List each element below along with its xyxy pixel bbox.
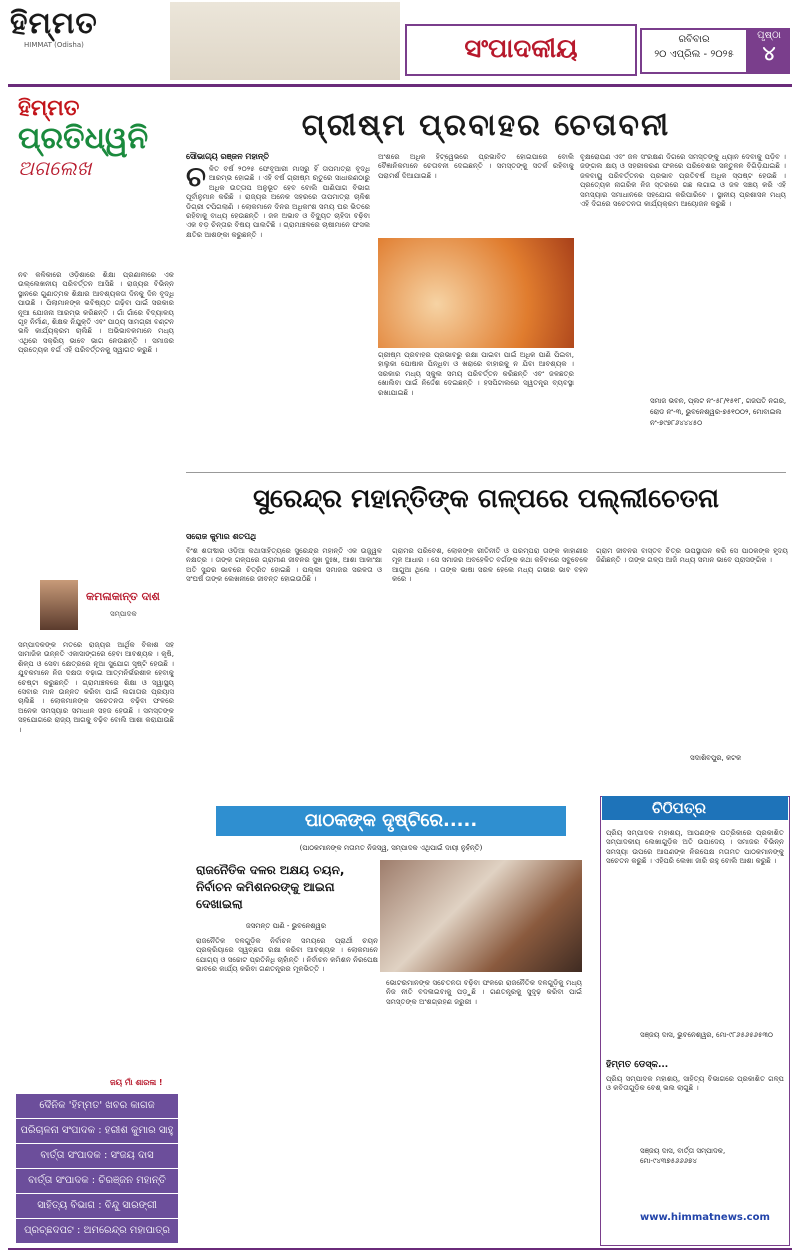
readers-view-banner: ପାଠକଙ୍କ ଦୃଷ୍ଟିରେ..... (216, 806, 566, 836)
section-rule (186, 472, 786, 473)
date-box (640, 28, 748, 74)
author-name: କମଳାକାନ୍ତ ଦାଶ (86, 590, 160, 603)
banner-pratidhwani: ପ୍ରତିଧ୍ୱନି (18, 121, 149, 156)
readers-view-byline: ଜସମନ୍ତ ପାଣି - ଭୁବନେଶ୍ୱର (245, 922, 327, 930)
page-number: ୪ (762, 41, 776, 65)
article-1-byline: ସୌଭାଗ୍ୟ ରଞ୍ଜନ ମହାନ୍ତି (186, 152, 270, 161)
article-1-column-2b: ଗ୍ରୀଷ୍ମ ପ୍ରବାହର ପ୍ରଭାବରୁ ରକ୍ଷା ପାଇବା ପାଇଁ ଅଧିକ ପାଣି ପିଇବା, ହାଲୁକା ପୋଷାକ ପିନ୍ଧିବା ଓ ଖରାରେ ବାହାରକୁ ନ ଯିବା ଆବଶ୍ୟକ । ସରକାର ମଧ୍ୟ ସ୍କୁଲ ସମୟ ପରିବର୍ତ୍ତନ କରିଛନ୍ତି ଏବଂ ଜଳଛତ୍ର ଖୋଲିବା ପାଇଁ ନିର୍ଦ୍ଦେଶ ଦେଇଛନ୍ତି । ହସପିଟାଲରେ ସ୍ୱତନ୍ତ୍ର ବ୍ୟବସ୍ଥା ରଖାଯାଇଛି । (378, 350, 574, 397)
logo-subtitle: HIMMAT (Odisha) (24, 41, 84, 49)
article-1-col-1-text: ଳିତ ବର୍ଷ ୨୦୨୫ ଫେବୃଆରୀ ମାସରୁ ହିଁ ତାପମାତ୍ରା ବୃଦ୍ଧି ଆରମ୍ଭ ହୋଇଛି । ଏହି ବର୍ଷ ଗ୍ରୀଷ୍ମ ଋତୁରେ ସାଧାରଣଠାରୁ ଅଧିକ ଉତ୍ତାପ ଅନୁଭୂତ ହେବ ବୋଲି ପାଣିପାଗ ବିଭାଗ ପୂର୍ବାନୁମାନ କରିଛି । ରାଜ୍ୟର ଅନେକ ସହରରେ ତାପମାତ୍ରା ଚାଳିଶ ଡିଗ୍ରୀ ଟପିଗଲାଣି । ଲୋକମାନେ ଦିନର ଅଧିକାଂଶ ସମୟ ଘର ଭିତରେ ରହିବାକୁ ବାଧ୍ୟ ହେଉଛନ୍ତି । ଜଳ ଅଭାବ ଓ ବିଦ୍ୟୁତ ଚାହିଦା ବଢ଼ିବା ଏକ ବଡ଼ ଚିନ୍ତାର ବିଷୟ ପାଲଟିଛି । ଗ୍ରାମାଞ୍ଚଳରେ ଚାଷୀମାନେ ଫସଲ କ୍ଷତିର ଆଶଙ୍କା କରୁଛନ୍ତି । (186, 164, 370, 239)
letters-banner: ଚିଠିପତ୍ର (602, 796, 788, 820)
credit-line: ସାହିତ୍ୟ ବିଭାଗ : ବିନ୍ଦୁ ସାରଙ୍ଗୀ (16, 1194, 178, 1219)
readers-view-note: (ପାଠକମାନଙ୍କ ମତାମତ ନିଜସ୍ୱ, ସମ୍ପାଦକ ଏଥିପାଇଁ ଦାୟୀ ନୁହଁନ୍ତି) (299, 844, 483, 852)
website-link[interactable]: www.himmatnews.com (640, 1212, 770, 1223)
lead-editorial-text: ନବ କଳିକାରେ ଓଡ଼ିଶାରେ ଶିକ୍ଷା ପ୍ରଣାଳୀରେ ଏକ ଉଲ୍ଲେଖନୀୟ ପରିବର୍ତ୍ତନ ଆସିଛି । ରାଜ୍ୟର ବିଭିନ୍ନ ସ୍ଥାନରେ ଗୁଣାତ୍ମକ ଶିକ୍ଷାର ଆବଶ୍ୟକତା ଦିନକୁ ଦିନ ବୃଦ୍ଧି ପାଉଛି । ପିଲାମାନଙ୍କ ଭବିଷ୍ୟତ ଗଢ଼ିବା ପାଇଁ ସରକାର ନୂଆ ଯୋଜନା ଆରମ୍ଭ କରିଛନ୍ତି । ଗାଁ ଗାଁରେ ବିଦ୍ୟାଳୟ ଗୃହ ନିର୍ମାଣ, ଶିକ୍ଷକ ନିଯୁକ୍ତି ଏବଂ ପାଠ୍ୟ ସାମଗ୍ରୀ ବଣ୍ଟନ ଭଳି କାର୍ଯ୍ୟକ୍ରମ ଚାଲିଛି । ଅଭିଭାବକମାନେ ମଧ୍ୟ ଏଥିରେ ସକ୍ରିୟ ଭାବେ ଭାଗ ନେଉଛନ୍ତି । ସମାଜର ପ୍ରତ୍ୟେକ ବର୍ଗ ଏହି ପରିବର୍ତ୍ତନକୁ ସ୍ୱାଗତ କରୁଛି । (18, 270, 174, 355)
section-title-box (405, 24, 637, 76)
article-1-headline: ଗ୍ରୀଷ୍ମ ପ୍ରବାହର ଚେତାବନୀ (301, 108, 671, 143)
issue-day: ରବିବାର (678, 34, 710, 45)
footer-rule (8, 1248, 792, 1250)
header-rule (8, 84, 792, 87)
article-2-byline: ସରୋଜ କୁମାର ଶତପଥି (186, 532, 257, 541)
credits-box (16, 1094, 178, 1244)
banner-himmat: ହିମ୍ମତ (18, 96, 80, 121)
credit-line: ପ୍ରଚ୍ଛଦପଟ : ଅମରେନ୍ଦ୍ର ମହାପାତ୍ର (16, 1219, 178, 1244)
banner-agralekha: ଅଗଲେଖ (18, 156, 92, 180)
article-1-column-3: ବୃକ୍ଷରୋପଣ ଏବଂ ଜଳ ସଂରକ୍ଷଣ ଦିଗରେ ସମସ୍ତଙ୍କୁ ଧ୍ୟାନ ଦେବାକୁ ପଡ଼ିବ । ଜଙ୍ଗଲ କ୍ଷୟ ଓ ସହରୀକରଣ ଫଳରେ ପରିବେଶର ସନ୍ତୁଳନ ବିଗିଡ଼ିଯାଇଛି । ଜଳବାୟୁ ପରିବର୍ତ୍ତନର ପ୍ରଭାବ ପ୍ରତିବର୍ଷ ଅଧିକ ସ୍ପଷ୍ଟ ହେଉଛି । ପ୍ରତ୍ୟେକ ନାଗରିକ ନିଜ ସ୍ତରରେ ଗଛ ଲଗାଇ ଓ ଜଳ ସଞ୍ଚୟ କରି ଏହି ସମସ୍ୟାର ସମାଧାନରେ ସହଯୋଗ କରିପାରିବେ । ସ୍ଥାନୀୟ ପ୍ରଶାସନ ମଧ୍ୟ ଏହି ଦିଗରେ ସଚେତନତା କାର୍ଯ୍ୟକ୍ରମ ଆୟୋଜନ କରୁଛି । (580, 152, 786, 209)
credit-line: ଦୈନିକ 'ହିମ୍ମତ' ଖବର କାଗଜ (16, 1094, 178, 1119)
pen-illustration (170, 2, 400, 80)
logo-title: ହିମ୍ମତ (10, 6, 98, 41)
lead-editorial-text-continued: ସମ୍ପାଦକଙ୍କ ମତରେ ରାଜ୍ୟର ଆର୍ଥିକ ବିକାଶ ସହ ସାମାଜିକ ଉନ୍ନତି ଏକାସାଙ୍ଗରେ ହେବା ଆବଶ୍ୟକ । କୃଷି, ଶିଳ୍ପ ଓ ସେବା କ୍ଷେତ୍ରରେ ନୂଆ ସୁଯୋଗ ସୃଷ୍ଟି ହେଉଛି । ଯୁବକମାନେ ନିଜ ଦକ୍ଷତା ବଢ଼ାଇ ଆତ୍ମନିର୍ଭରଶୀଳ ହେବାକୁ ଚେଷ୍ଟା କରୁଛନ୍ତି । ଗ୍ରାମାଞ୍ଚଳରେ ଶିକ୍ଷା ଓ ସ୍ୱାସ୍ଥ୍ୟ ସେବାର ମାନ ଉନ୍ନତ କରିବା ପାଇଁ ଲଗାତାର ପ୍ରୟାସ ଚାଲିଛି । ଲୋକମାନଙ୍କ ସଚେତନତା ବଢ଼ିବା ଫଳରେ ଅନେକ ସମସ୍ୟାର ସମାଧାନ ସହଜ ହେଉଛି । ସମସ୍ତଙ୍କ ସହଯୋଗରେ ରାଜ୍ୟ ଆଗକୁ ବଢ଼ିବ ବୋଲି ଆଶା କରାଯାଉଛି । (18, 640, 174, 734)
credit-line: ବାର୍ତ୍ତା ସଂପାଦକ : ଚିରଞ୍ଜନ ମହାନ୍ତି (16, 1169, 178, 1194)
page-label: ପୃଷ୍ଠା (757, 30, 781, 41)
lead-editorial-end: ଜୟ ମାଁ ଶାରଳା ! (110, 1078, 163, 1087)
readers-view-headline: ରାଜନୈତିକ ଦଳର ଅକ୍ଷୟ ଚୟନ, ନିର୍ବାଚନ କମିଶନରଙ୍କୁ ଆଇନା ଦେଖାଇଲା (196, 863, 345, 911)
letter-1-signature: ସଞ୍ଜୟ ଦାସ, ଭୁବନେଶ୍ୱର, ମୋ-୯୮୬୫୬୫୬୫୩୦ (640, 1031, 773, 1039)
readers-view-photo (380, 860, 582, 972)
article-2-headline: ସୁରେନ୍ଦ୍ର ମହାନ୍ତିଙ୍କ ଗଳ୍ପରେ ପଲ୍ଲୀଚେତନା (252, 484, 720, 514)
credit-line: ବାର୍ତ୍ତା ସଂପାଦକ : ସଂଜୟ ଦାସ (16, 1144, 178, 1169)
author-role: ସମ୍ପାଦକ (110, 610, 137, 618)
article-2-signoff: ସଦାଶିବପୁର, କଟକ (690, 754, 742, 762)
letter-2-text: ପ୍ରିୟ ସମ୍ପାଦକ ମହାଶୟ, ସାହିତ୍ୟ ବିଭାଗରେ ପ୍ରକାଶିତ ଗଳ୍ପ ଓ କବିତାଗୁଡ଼ିକ ବେଶ୍ ଭଲ ଲାଗୁଛି । (606, 1074, 784, 1093)
masthead-logo (10, 6, 160, 68)
letter-1-text: ପ୍ରିୟ ସମ୍ପାଦକ ମହାଶୟ, ଆପଣଙ୍କ ପତ୍ରିକାରେ ପ୍ରକାଶିତ ସମ୍ପାଦକୀୟ ଲେଖାଗୁଡ଼ିକ ଅତି ଉପାଦେୟ । ସମାଜର ବିଭିନ୍ନ ସମସ୍ୟା ଉପରେ ଆପଣଙ୍କ ନିରପେକ୍ଷ ମତାମତ ପାଠକମାନଙ୍କୁ ସଚେତନ କରୁଛି । ଏହିପରି ଲେଖା ଜାରି ରହୁ ବୋଲି ଆଶା କରୁଛି । (606, 828, 784, 866)
thermometer-heat-image (378, 238, 574, 348)
author-photo (40, 580, 78, 630)
article-1-column-1 (186, 164, 370, 464)
letter-2-signature: ସଞ୍ଜୟ ଦାସ, ବାର୍ତ୍ତା ସମ୍ପାଦକ, ମୋ-୯୪୩୭୫୬୬୬୭୪ (640, 1147, 726, 1165)
page-number-box (748, 28, 790, 74)
article-1-address: ସମାଜ ଭବନ, ପ୍ଲଟ ନଂ-୫୮/୧୫୧୮, ଗଜପତି ନଗର, ରୋଡ ନଂ-୩, ଭୁବନେଶ୍ୱର-୭୫୧୦୦୨, ମୋବାଇଲ ନଂ-୭୯୭୮୬୪୪୪୫୦ (650, 397, 787, 427)
credit-line: ପରିଚାଳନା ସଂପାଦକ : ହରୀଶ କୁମାର ସାହୁ (16, 1119, 178, 1144)
article-1-column-2: ଅଂଶରେ ଅଧିକ ହିଟ୍‌ୱେଭରେ ପ୍ରଭାବିତ ହୋଇପାରେ ବୋଲି ବୈଜ୍ଞାନିକମାନେ ଚେତାବନୀ ଦେଇଛନ୍ତି । ସମସ୍ତଙ୍କୁ ସତର୍କ ରହିବାକୁ ପରାମର୍ଶ ଦିଆଯାଇଛି । (378, 152, 574, 180)
pratidhwani-banner (18, 96, 170, 258)
issue-date: ୨୦ ଏପ୍ରିଲ - ୨୦୨୫ (654, 49, 734, 60)
article-2-column-1: ବିଂଶ ଶତାବ୍ଦୀର ଓଡ଼ିଆ କଥାସାହିତ୍ୟରେ ସୁରେନ୍ଦ୍ର ମହାନ୍ତି ଏକ ଉଜ୍ଜ୍ୱଳ ନକ୍ଷତ୍ର । ତାଙ୍କ ଗଳ୍ପରେ ଗ୍ରାମୀଣ ଜୀବନର ସୁଖ ଦୁଃଖ, ଆଶା ଆକାଂକ୍ଷା ଅତି ସୁନ୍ଦର ଭାବରେ ଚିତ୍ରିତ ହୋଇଛି । ପଲ୍ଲୀ ସମାଜର ସରଳତା ଓ ସଂଘର୍ଷ ତାଙ୍କ ଲେଖନୀରେ ଜୀବନ୍ତ ହୋଇଉଠିଛି । (186, 546, 382, 584)
article-2-column-3: ଗ୍ରାମ ଜୀବନର ବାସ୍ତବ ଚିତ୍ର ଉପସ୍ଥାପନ କରି ସେ ପାଠକଙ୍କ ହୃଦୟ ଜିଣିଛନ୍ତି । ତାଙ୍କ ଗଳ୍ପ ଆଜି ମଧ୍ୟ ସମାନ ଭାବେ ପ୍ରାସଙ୍ଗିକ । (596, 546, 788, 565)
readers-view-column-2: ଭୋଟରମାନଙ୍କ ସଚେତନତା ବଢ଼ିବା ଫଳରେ ରାଜନୈତିକ ଦଳଗୁଡ଼ିକୁ ମଧ୍ୟ ନିଜ ନୀତି ବଦଳାଇବାକୁ ପଡ଼ୁଛି । ଗଣତନ୍ତ୍ରକୁ ସୁଦୃଢ଼ କରିବା ପାଇଁ ସମସ୍ତଙ୍କ ଅଂଶଗ୍ରହଣ ଜରୁରୀ । (386, 978, 582, 1006)
drop-cap: ଚ (186, 164, 206, 193)
article-2-column-2: ଗ୍ରାମର ପରିବେଶ, ଲୋକଙ୍କ ରୀତିନୀତି ଓ ପରମ୍ପରା ତାଙ୍କ କାହାଣୀର ମୂଳ ଆଧାର । ସେ ସମାଜର ଅବହେଳିତ ବର୍ଗଙ୍କ କଥା କହିବାରେ ସବୁବେଳେ ଆଗୁଆ ଥିଲେ । ତାଙ୍କ ଭାଷା ସରଳ ହେଲେ ମଧ୍ୟ ଗଭୀର ଭାବ ବହନ କରେ । (392, 546, 588, 584)
section-title: ସଂପାଦକୀୟ (464, 34, 578, 64)
letter-2-heading: ହିମ୍ମତ ଡେସ୍କ... (606, 1060, 669, 1070)
readers-view-column-1: ରାଜନୈତିକ ଦଳଗୁଡ଼ିକ ନିର୍ବାଚନ ସମୟରେ ପ୍ରାର୍ଥୀ ଚୟନ ପ୍ରକ୍ରିୟାରେ ସ୍ୱଚ୍ଛତା ରକ୍ଷା କରିବା ଆବଶ୍ୟକ । ଲୋକମାନେ ଯୋଗ୍ୟ ଓ ସଚ୍ଚୋଟ ପ୍ରତିନିଧି ଚାହାଁନ୍ତି । ନିର୍ବାଚନ କମିଶନ ନିରପେକ୍ଷ ଭାବରେ କାର୍ଯ୍ୟ କରିବା ଗଣତନ୍ତ୍ରର ମୂଳଭିତ୍ତି । (196, 936, 378, 974)
